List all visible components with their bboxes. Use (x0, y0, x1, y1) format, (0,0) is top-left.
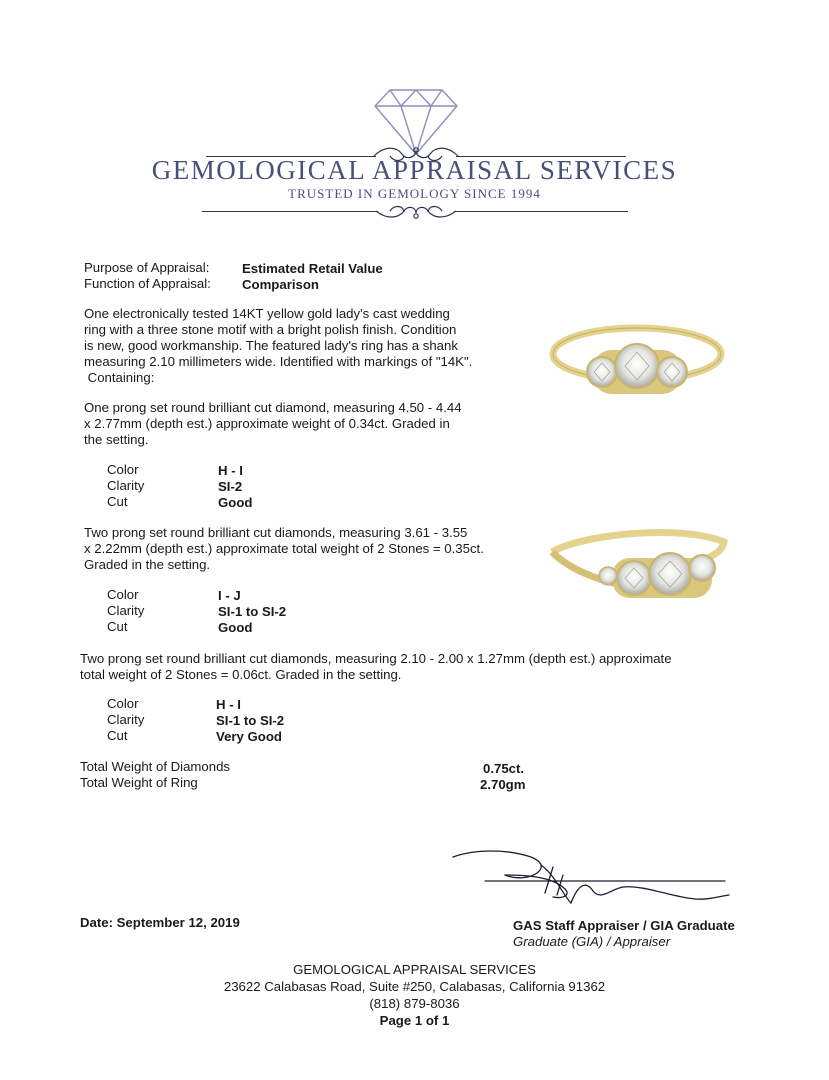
ring-description (84, 306, 504, 386)
stone-line: Graded in the setting. (84, 557, 211, 572)
description-line: is new, good workmanship. The featured lady's ring has a shank (84, 338, 458, 353)
tagline: TRUSTED IN GEMOLOGY SINCE 1994 (288, 186, 541, 201)
grade-value: I - J (218, 588, 241, 603)
ring-photo (542, 312, 732, 402)
description-line: One electronically tested 14KT yellow gold lady's cast wedding (84, 306, 450, 321)
stone-line: One prong set round brilliant cut diamond, measuring 4.50 - 4.44 (84, 400, 462, 415)
grade-label: Cut (107, 494, 128, 509)
grade-value: Good (218, 620, 253, 635)
appraiser-title: GAS Staff Appraiser / GIA Graduate (513, 918, 735, 933)
company-name: GEMOLOGICAL APPRAISAL SERVICES (151, 155, 678, 185)
total-diamonds-value: 0.75ct. (483, 761, 525, 776)
stone-line: Two prong set round brilliant cut diamonds, measuring 2.10 - 2.00 x 1.27mm (depth est.) approximate (80, 651, 672, 666)
stone-line: total weight of 2 Stones = 0.06ct. Graded in the setting. (80, 667, 402, 682)
grade-value: SI-1 to SI-2 (216, 713, 285, 728)
description-line: ring with a three stone motif with a bright polish finish. Condition (84, 322, 457, 337)
grade-value: SI-1 to SI-2 (218, 604, 287, 619)
total-diamonds-label: Total Weight of Diamonds (80, 759, 231, 774)
stone-line: x 2.77mm (depth est.) approximate weight of 0.34ct. Graded in (84, 416, 450, 431)
total-ring-value: 2.70gm (480, 777, 526, 792)
grade-value: Very Good (216, 729, 282, 744)
stone-line: x 2.22mm (depth est.) approximate total weight of 2 Stones = 0.35ct. (84, 541, 484, 556)
stone-description (84, 525, 524, 573)
grade-label: Clarity (107, 603, 145, 618)
grade-label: Clarity (107, 478, 145, 493)
stone-line: the setting. (84, 432, 149, 447)
function-label: Function of Appraisal: (84, 276, 211, 291)
function-value: Comparison (242, 277, 319, 292)
stone-description (84, 400, 504, 448)
grade-value: H - I (218, 463, 243, 478)
grade-label: Color (107, 696, 139, 711)
footer-phone: (818) 879-8036 (369, 996, 460, 1011)
footer-company: GEMOLOGICAL APPRAISAL SERVICES (293, 962, 536, 977)
total-ring-label: Total Weight of Ring (80, 775, 198, 790)
ring-photo (542, 516, 732, 608)
grade-label: Color (107, 462, 139, 477)
purpose-label: Purpose of Appraisal: (84, 260, 210, 275)
grade-label: Color (107, 587, 139, 602)
appraiser-subtitle: Graduate (GIA) / Appraiser (513, 934, 671, 949)
footer-address: 23622 Calabasas Road, Suite #250, Calabasas, California 91362 (223, 979, 606, 994)
description-line: Containing: (84, 370, 155, 385)
grade-label: Clarity (107, 712, 145, 727)
grade-value: SI-2 (218, 479, 243, 494)
grade-label: Cut (107, 728, 128, 743)
grade-value: Good (218, 495, 253, 510)
description-line: measuring 2.10 millimeters wide. Identified with markings of "14K". (84, 354, 473, 369)
grade-value: H - I (216, 697, 241, 712)
stone-line: Two prong set round brilliant cut diamonds, measuring 3.61 - 3.55 (84, 525, 468, 540)
flourish-ornament (372, 201, 460, 223)
page-number: Page 1 of 1 (379, 1013, 450, 1028)
header-rule-bottom (454, 211, 628, 212)
date-line: Date: September 12, 2019 (80, 915, 240, 930)
stone-description (80, 651, 720, 683)
handwritten-signature (445, 845, 735, 915)
grade-label: Cut (107, 619, 128, 634)
purpose-value: Estimated Retail Value (242, 261, 383, 276)
header-rule-bottom (202, 211, 378, 212)
